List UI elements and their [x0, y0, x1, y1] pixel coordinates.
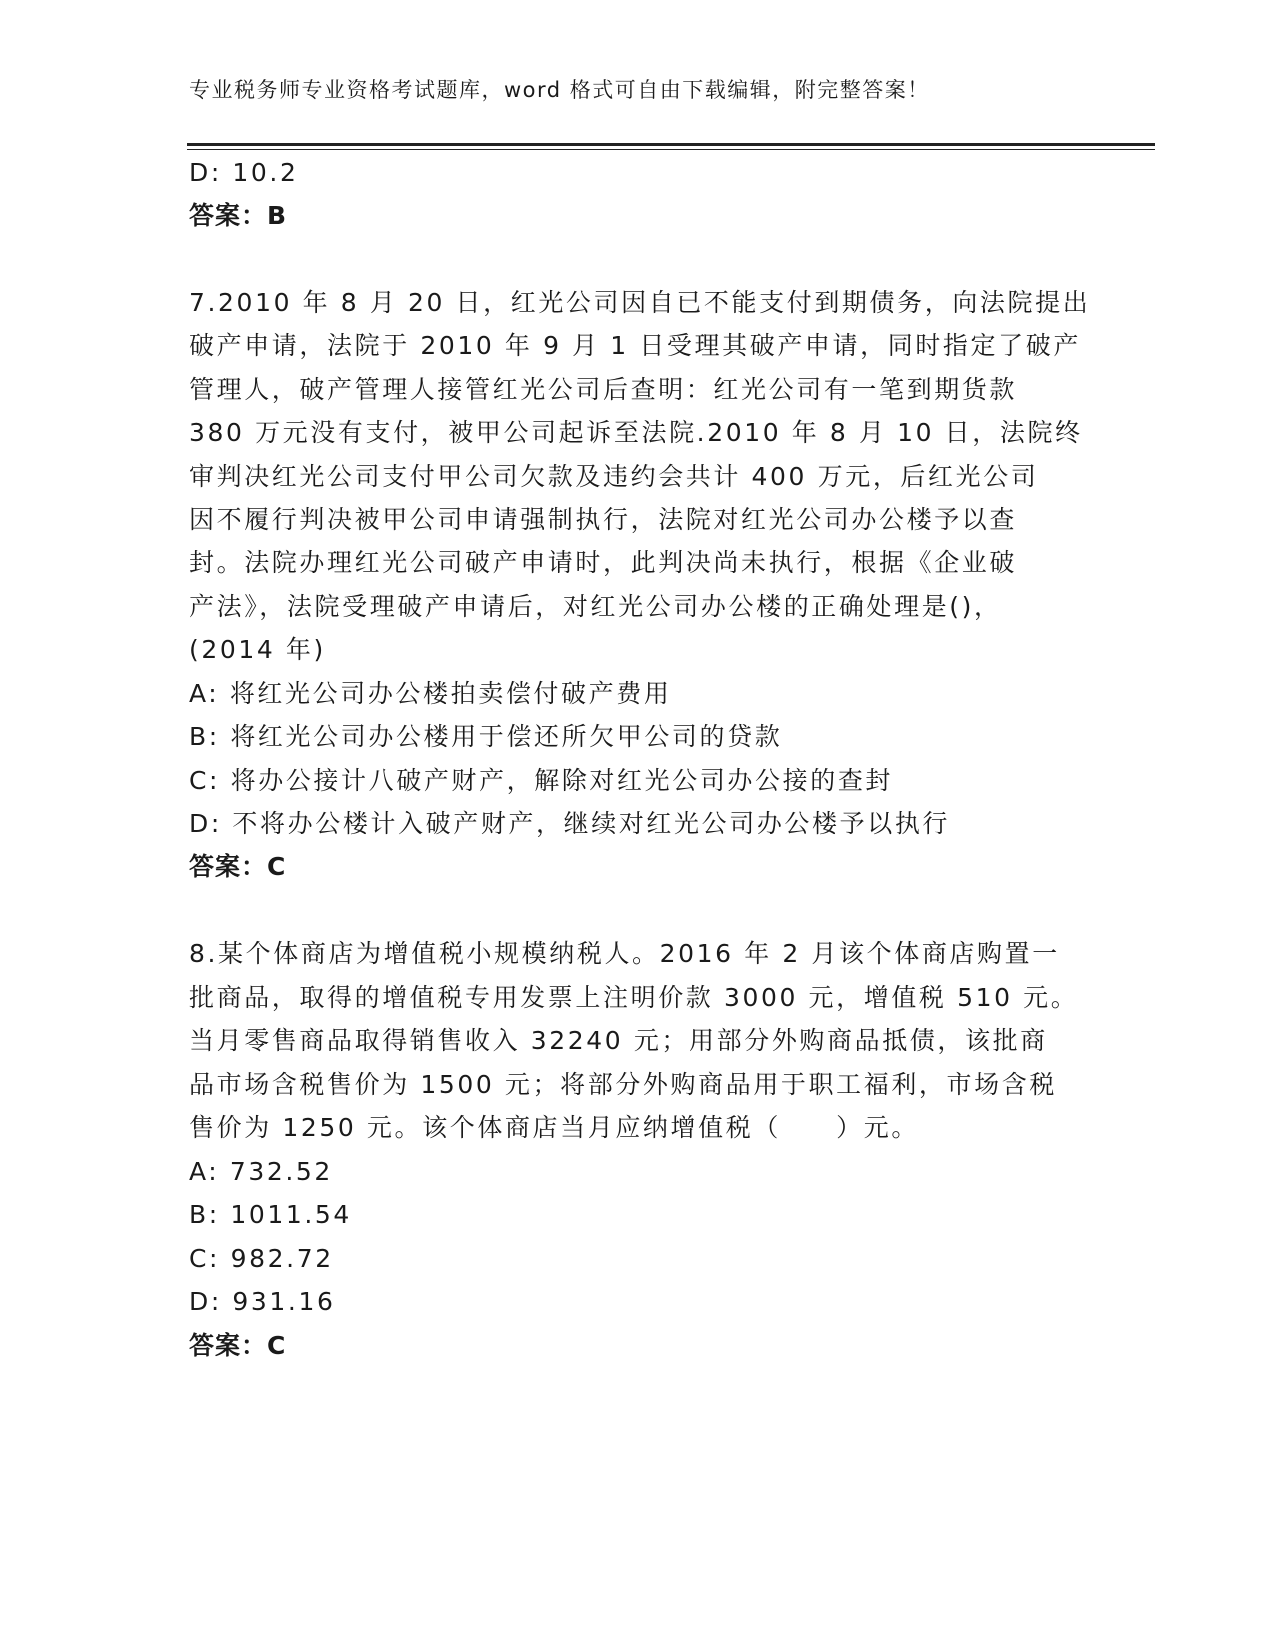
q6-option-d: D: 10.2 [189, 158, 299, 187]
q7-stem-line: 封。法院办理红光公司破产申请时，此判决尚未执行，根据《企业破 [189, 548, 1018, 577]
q7-stem-line: 产法》，法院受理破产申请后，对红光公司办公楼的正确处理是()， [189, 592, 1002, 621]
page-header: 专业税务师专业资格考试题库，word 格式可自由下载编辑，附完整答案！ [189, 78, 930, 102]
q8-option-b: B: 1011.54 [189, 1200, 352, 1229]
q8-option-a: A: 732.52 [189, 1157, 333, 1186]
q8-stem-line: 售价为 1250 元。该个体商店当月应纳增值税（ ）元。 [189, 1113, 919, 1142]
header-rule [187, 143, 1155, 146]
q7-stem-line: 管理人，破产管理人接管红光公司后查明：红光公司有一笔到期货款 [189, 375, 1018, 404]
q8-answer: 答案：C [189, 1331, 287, 1360]
q6-answer: 答案：B [189, 201, 288, 230]
q7-stem-line: 380 万元没有支付，被甲公司起诉至法院.2010 年 8 月 10 日，法院终 [189, 418, 1083, 447]
q7-option-a: A: 将红光公司办公楼拍卖偿付破产费用 [189, 679, 672, 708]
q8-stem-line: 批商品，取得的增值税专用发票上注明价款 3000 元，增值税 510 元。 [189, 983, 1079, 1012]
q7-stem-line: 7.2010 年 8 月 20 日，红光公司因自已不能支付到期债务，向法院提出 [189, 288, 1091, 317]
q7-stem-line: 审判决红光公司支付甲公司欠款及违约会共计 400 万元，后红光公司 [189, 462, 1039, 491]
q7-stem-line: 因不履行判决被甲公司申请强制执行，法院对红光公司办公楼予以查 [189, 505, 1018, 534]
q7-stem-line: (2014 年) [189, 635, 326, 664]
q7-option-d: D: 不将办公楼计入破产财产，继续对红光公司办公楼予以执行 [189, 809, 951, 838]
q7-option-c: C: 将办公接计八破产财产，解除对红光公司办公接的查封 [189, 766, 894, 795]
q8-stem-line: 8.某个体商店为增值税小规模纳税人。2016 年 2 月该个体商店购置一 [189, 939, 1060, 968]
q8-stem-line: 品市场含税售价为 1500 元；将部分外购商品用于职工福利，市场含税 [189, 1070, 1057, 1099]
q8-stem-line: 当月零售商品取得销售收入 32240 元；用部分外购商品抵债，该批商 [189, 1026, 1048, 1055]
q8-option-c: C: 982.72 [189, 1244, 334, 1273]
q7-stem-line: 破产申请，法院于 2010 年 9 月 1 日受理其破产申请，同时指定了破产 [189, 331, 1081, 360]
q8-option-d: D: 931.16 [189, 1287, 336, 1316]
header-rule-thin [187, 149, 1155, 150]
q7-answer: 答案：C [189, 852, 287, 881]
q7-option-b: B: 将红光公司办公楼用于偿还所欠甲公司的贷款 [189, 722, 783, 751]
